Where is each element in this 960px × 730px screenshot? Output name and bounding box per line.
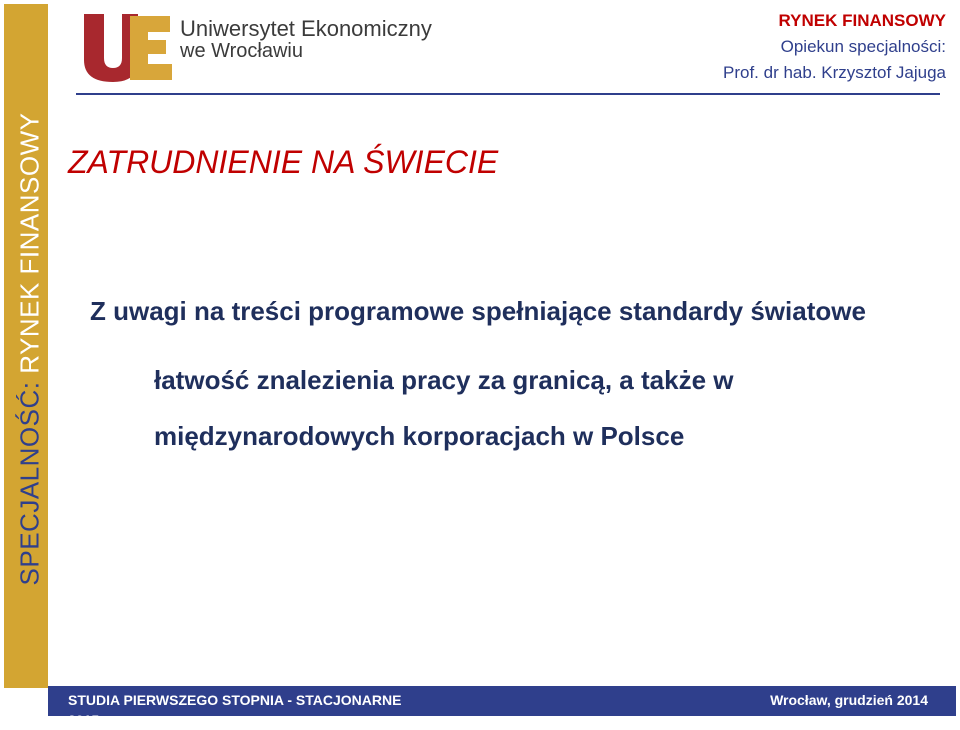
footer-program bbox=[68, 690, 401, 730]
footer-bar bbox=[48, 686, 956, 728]
supervisor-label: Opiekun specjalności: bbox=[780, 37, 946, 56]
slide-title: ZATRUDNIENIE NA ŚWIECIE bbox=[68, 144, 499, 180]
university-name: Uniwersytet Ekonomiczny bbox=[180, 16, 432, 41]
sidebar-band bbox=[4, 4, 48, 688]
bullet-text-2 bbox=[154, 352, 733, 464]
footer-program-line2: 2015 bbox=[68, 712, 100, 728]
footer-program-line1: STUDIA PIERWSZEGO STOPNIA - STACJONARNE bbox=[68, 692, 402, 708]
specialty-title: RYNEK FINANSOWY bbox=[778, 11, 946, 30]
header-info bbox=[723, 8, 946, 86]
sidebar-specialty-label bbox=[15, 113, 46, 586]
footer-date: Wrocław, grudzień 2014 bbox=[770, 692, 928, 708]
sidebar-prefix: SPECJALNOŚĆ: bbox=[14, 381, 45, 586]
sidebar-specialty-name: RYNEK FINANSOWY bbox=[14, 112, 45, 374]
bullet-text-2-line2: międzynarodowych korporacjach w Polsce bbox=[154, 421, 685, 451]
header-divider bbox=[76, 93, 940, 95]
bullet-text-1: Z uwagi na treści programowe spełniające standardy światowe bbox=[90, 296, 866, 326]
university-city: we Wrocławiu bbox=[180, 40, 303, 62]
ue-logo-icon bbox=[80, 8, 175, 86]
bullet-text-2-line1: łatwość znalezienia pracy za granicą, a także w bbox=[154, 365, 734, 395]
supervisor-name: Prof. dr hab. Krzysztof Jajuga bbox=[723, 63, 946, 82]
university-logo bbox=[80, 8, 175, 86]
